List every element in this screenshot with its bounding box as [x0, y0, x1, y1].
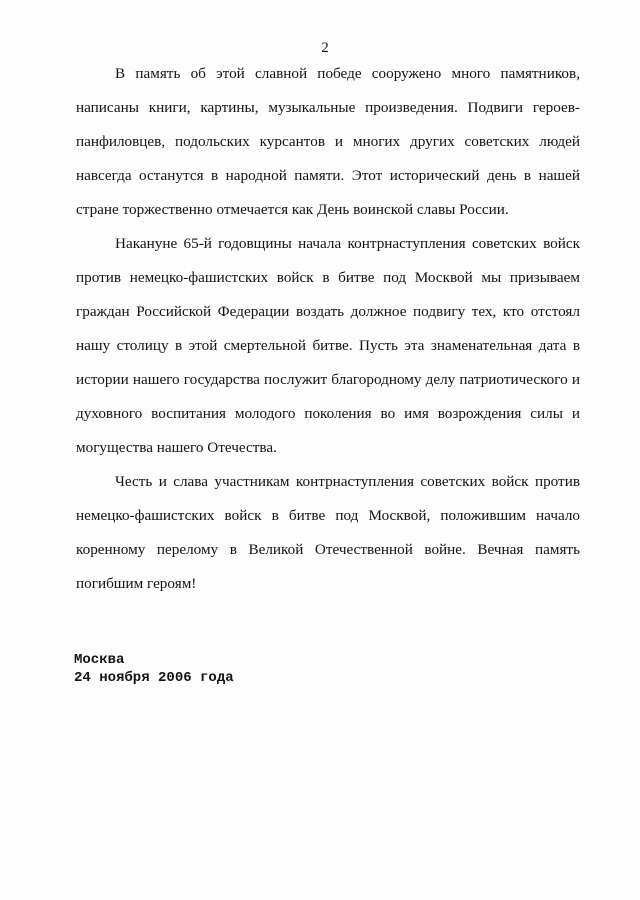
paragraph-line: панфиловцев, подольских курсантов и многих других советских людей [76, 133, 580, 150]
paragraph-1 [76, 57, 580, 227]
footer-place: Москва [74, 652, 125, 668]
paragraph-line: истории нашего государства послужит благородному делу патриотического и [76, 371, 580, 388]
paragraph-line: погибшим героям! [76, 575, 197, 592]
paragraph-line: В память об этой славной победе сооружено много памятников, [115, 65, 580, 82]
page-number: 2 [321, 40, 329, 56]
paragraph-line: немецко-фашистских войск в битве под Москвой, положившим начало [76, 507, 580, 524]
paragraph-line: нашу столицу в этой смертельной битве. Пусть эта знаменательная дата в [76, 337, 580, 354]
paragraph-2 [76, 227, 580, 465]
paragraph-line: против немецко-фашистских войск в битве под Москвой мы призываем [76, 269, 580, 286]
paragraph-line: стране торжественно отмечается как День воинской славы России. [76, 201, 509, 218]
paragraph-line: Накануне 65-й годовщины начала контрнаступления советских войск [115, 235, 580, 252]
paragraph-line: могущества нашего Отечества. [76, 439, 277, 456]
paragraph-line: коренному перелому в Великой Отечественной войне. Вечная память [76, 541, 580, 558]
paragraph-line: духовного воспитания молодого поколения во имя возрождения силы и [76, 405, 580, 422]
paragraph-line: навсегда останутся в народной памяти. Этот исторический день в нашей [76, 167, 580, 184]
paragraph-line: граждан Российской Федерации воздать должное подвигу тех, кто отстоял [76, 303, 580, 320]
paragraph-line: Честь и слава участникам контрнаступления советских войск против [115, 473, 580, 490]
paragraph-line: написаны книги, картины, музыкальные произведения. Подвиги героев- [76, 99, 580, 116]
paragraph-3 [76, 465, 580, 601]
footer-date: 24 ноября 2006 года [74, 670, 234, 686]
